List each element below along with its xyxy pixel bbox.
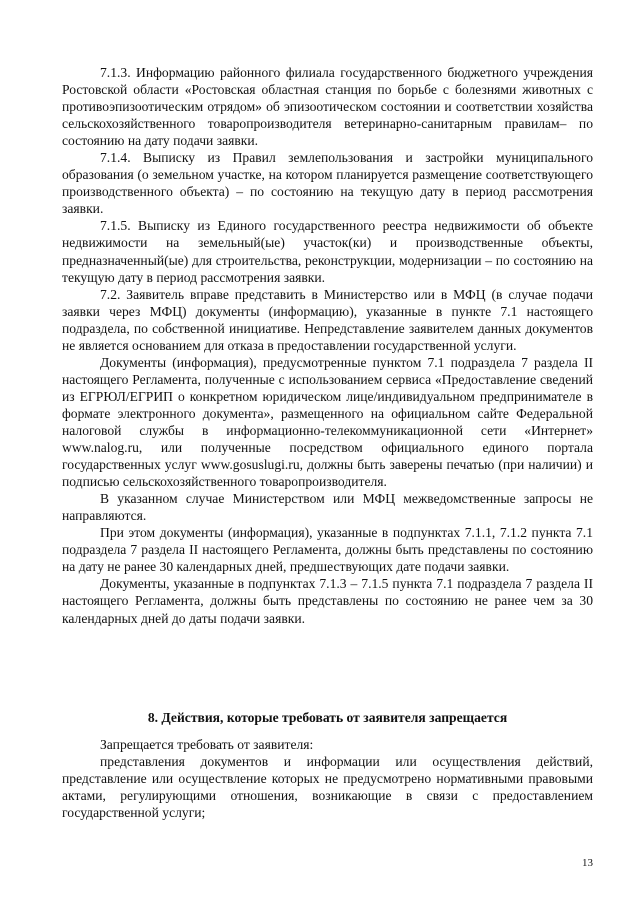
paragraph-7-1-4: 7.1.4. Выписку из Правил землепользования и застройки муниципального образования (о земельном участке, на котором планируется размещение соответствующего производственного объекта) – по состоянию на текущую дату в период рассмотрения заявки. bbox=[62, 150, 593, 217]
paragraph-prohibited-intro: Запрещается требовать от заявителя: bbox=[100, 737, 314, 752]
paragraph-7-2: 7.2. Заявитель вправе представить в Министерство или в МФЦ (в случае подачи заявки через МФЦ) документы (информацию), указанные в пункте 7.1 настоящего подраздела, по собственной инициативе. Непредставление заявителем данных документов не является основанием для отказа в предоставлении государственной услуги. bbox=[62, 286, 593, 353]
page-number: 13 bbox=[582, 857, 593, 869]
section-8-heading: 8. Действия, которые требовать от заявителя запрещается bbox=[147, 710, 508, 725]
paragraph-documents-egrul: Документы (информация), предусмотренные пунктом 7.1 подраздела 7 раздела II настоящего Регламента, полученные с использованием сервиса «Предоставление сведений из ЕГРЮЛ/ЕГРИП о конкретном юридическом лице/индивидуальном предпринимателе в формате электронного документа», размещенного на официальном сайте Федеральной налоговой службы в информационно-телекоммуникационной сети «Интернет» www.nalog.ru, или полученные посредством официального единого портала государственных услуг www.gosuslugi.ru, должны быть заверены печатью (при наличии) и подписью сельскохозяйственного товаропроизводителя. bbox=[62, 354, 593, 490]
section-7-body bbox=[62, 64, 593, 627]
section-8-body bbox=[62, 736, 593, 821]
paragraph-7-1-5: 7.1.5. Выписку из Единого государственного реестра недвижимости об объекте недвижимости на земельный(ые) участок(ки) и производственные объекты, предназначенный(ые) для строительства, реконструкции, модернизации – по состоянию на текущую дату в период рассмотрения заявки. bbox=[62, 218, 593, 285]
paragraph-dates-7-1-3: Документы, указанные в подпунктах 7.1.3 – 7.1.5 пункта 7.1 подраздела 7 раздела II настоящего Регламента, должны быть представлены по состоянию не ранее чем за 30 календарных дней до даты подачи заявки. bbox=[62, 576, 593, 626]
paragraph-no-requests: В указанном случае Министерством или МФЦ межведомственные запросы не направляются. bbox=[62, 491, 593, 524]
paragraph-7-1-3: 7.1.3. Информацию районного филиала государственного бюджетного учреждения Ростовской области «Ростовская областная станция по борьбе с болезнями животных с противоэпизоотическим отрядом» об эпизоотическом состоянии и соответствии хозяйства сельскохозяйственного товаропроизводителя ветеринарно-санитарным правилам– по состоянию на дату подачи заявки. bbox=[62, 65, 593, 149]
paragraph-prohibited-item-1: представления документов и информации или осуществления действий, представление или осуществление которых не предусмотрено нормативными правовыми актами, регулирующими отношения, возникающие в связи с предоставлением государственной услуги; bbox=[62, 754, 593, 821]
paragraph-dates-7-1-1: При этом документы (информация), указанные в подпунктах 7.1.1, 7.1.2 пункта 7.1 подраздела 7 раздела II настоящего Регламента, должны быть представлены по состоянию на дату не ранее 30 календарных дней, предшествующих дате подачи заявки. bbox=[62, 525, 593, 575]
